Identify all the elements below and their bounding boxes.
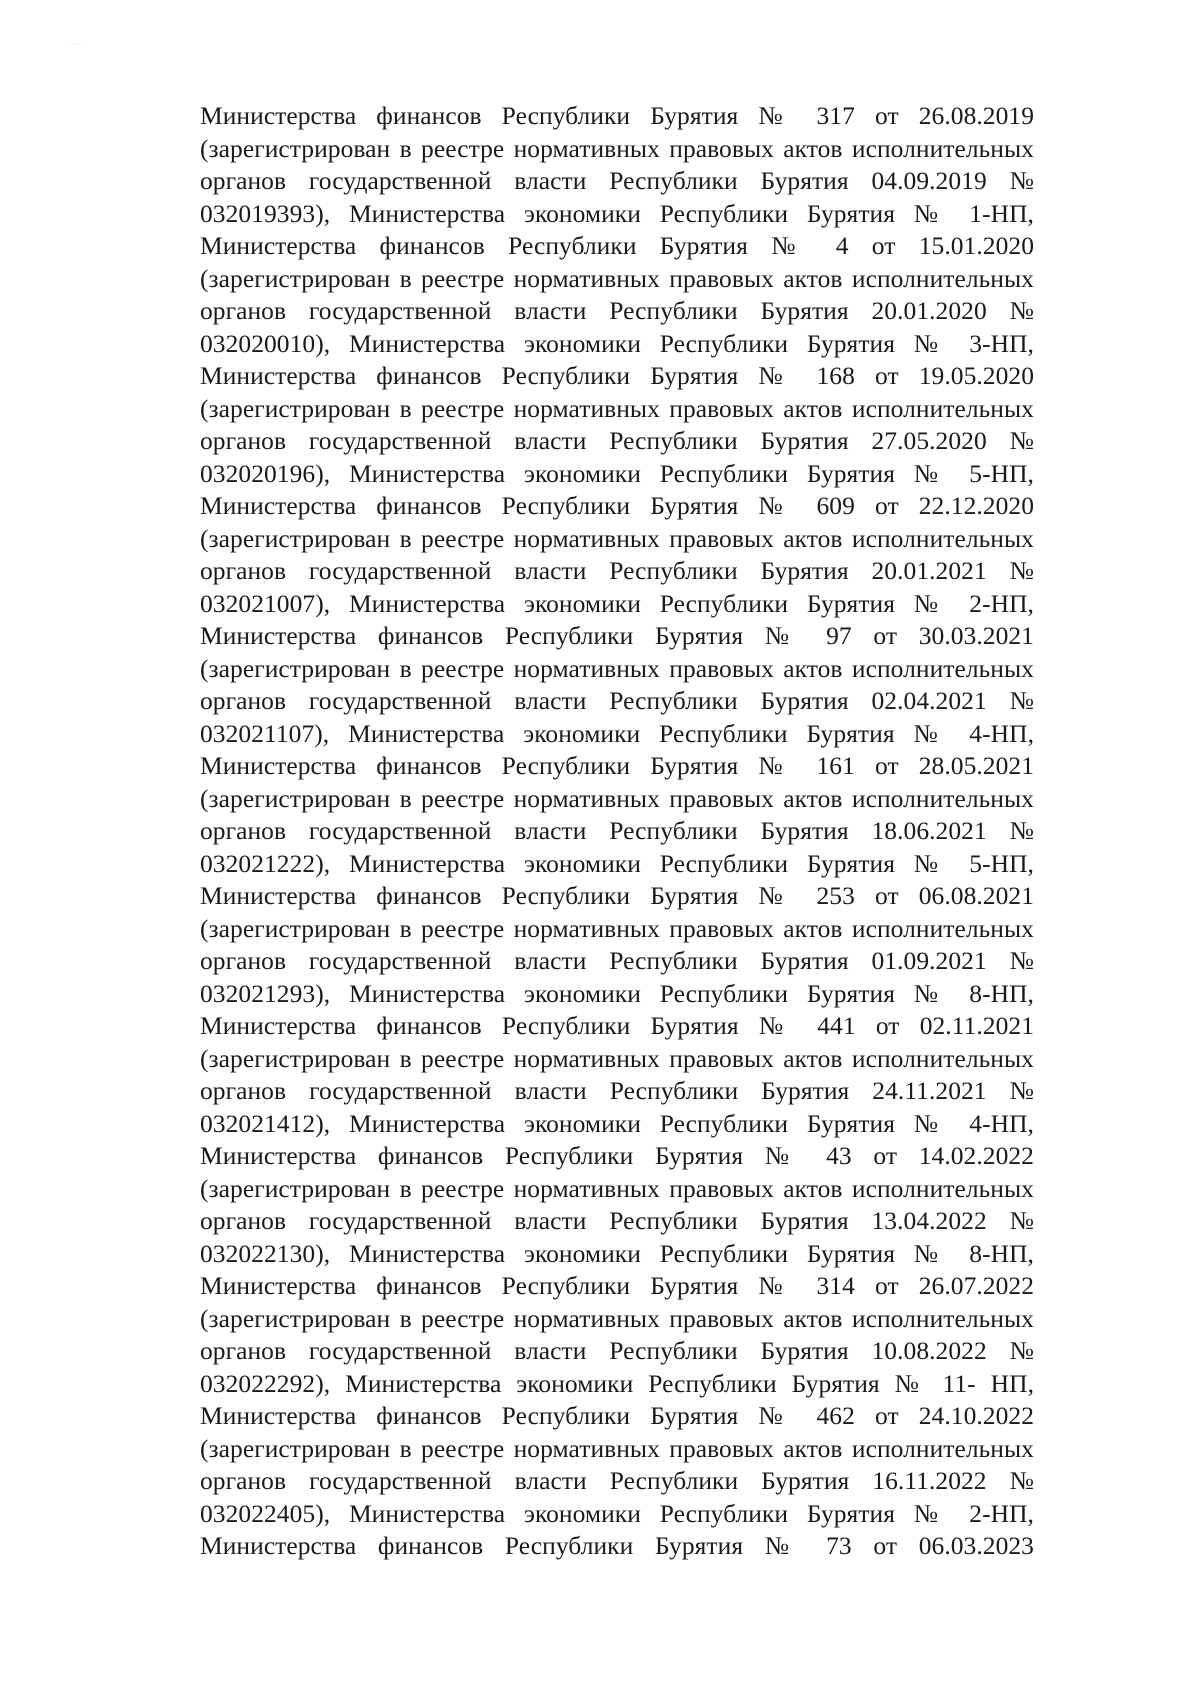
text-line: (зарегистрирован в реестре нормативных правовых актов исполнительных [200,653,1034,683]
text-line: 032022130), Министерства экономики Республики Бурятия № 8-НП, [200,1238,1034,1268]
text-line: Министерства финансов Республики Бурятия № 317 от 26.08.2019 [200,101,1034,130]
text-line: 032021107), Министерства экономики Республики Бурятия № 4-НП, [200,718,1034,748]
text-line: (зарегистрирован в реестре нормативных правовых актов исполнительных [200,393,1034,423]
text-line: 032021222), Министерства экономики Республики Бурятия № 5-НП, [200,848,1034,878]
text-line: Министерства финансов Республики Бурятия № 73 от 06.03.2023 [200,1531,1034,1560]
text-line: (зарегистрирован в реестре нормативных правовых актов исполнительных [200,1433,1034,1463]
text-line: 032020196), Министерства экономики Республики Бурятия № 5-НП, [200,458,1034,488]
text-line: Министерства финансов Республики Бурятия № 97 от 30.03.2021 [200,621,1034,650]
text-line: (зарегистрирован в реестре нормативных правовых актов исполнительных [200,1043,1034,1073]
text-line: органов государственной власти Республики Бурятия 01.09.2021 № [200,946,1034,975]
text-line: Министерства финансов Республики Бурятия № 314 от 26.07.2022 [200,1271,1034,1300]
text-line: Министерства финансов Республики Бурятия № 43 от 14.02.2022 [200,1141,1034,1170]
text-line: 032020010), Министерства экономики Республики Бурятия № 3-НП, [200,328,1034,358]
text-line: органов государственной власти Республики Бурятия 04.09.2019 № [200,166,1034,195]
text-line: органов государственной власти Республики Бурятия 27.05.2020 № [200,426,1034,455]
text-line: (зарегистрирован в реестре нормативных правовых актов исполнительных [200,1173,1034,1203]
text-line: (зарегистрирован в реестре нормативных правовых актов исполнительных [200,263,1034,293]
text-line: Министерства финансов Республики Бурятия № 609 от 22.12.2020 [200,491,1034,520]
text-line: органов государственной власти Республики Бурятия 02.04.2021 № [200,686,1034,715]
text-line: органов государственной власти Республики Бурятия 16.11.2022 № [200,1466,1034,1495]
text-line: органов государственной власти Республики Бурятия 24.11.2021 № [200,1076,1034,1105]
text-line: органов государственной власти Республики Бурятия 20.01.2020 № [200,296,1034,325]
text-line: (зарегистрирован в реестре нормативных правовых актов исполнительных [200,523,1034,553]
text-line: 032021412), Министерства экономики Республики Бурятия № 4-НП, [200,1108,1034,1138]
text-line: Министерства финансов Республики Бурятия № 4 от 15.01.2020 [200,231,1034,260]
text-line: (зарегистрирован в реестре нормативных правовых актов исполнительных [200,133,1034,163]
text-line: (зарегистрирован в реестре нормативных правовых актов исполнительных [200,913,1034,943]
text-line: органов государственной власти Республики Бурятия 10.08.2022 № [200,1336,1034,1365]
text-line: 032022405), Министерства экономики Республики Бурятия № 2-НП, [200,1498,1034,1528]
text-line: Министерства финансов Республики Бурятия № 168 от 19.05.2020 [200,361,1034,390]
text-line: органов государственной власти Республики Бурятия 18.06.2021 № [200,816,1034,845]
body-text [200,100,1034,1563]
text-line: (зарегистрирован в реестре нормативных правовых актов исполнительных [200,1303,1034,1333]
text-line: 032021007), Министерства экономики Республики Бурятия № 2-НП, [200,588,1034,618]
text-line: 032019393), Министерства экономики Республики Бурятия № 1-НП, [200,198,1034,228]
text-line: органов государственной власти Республики Бурятия 20.01.2021 № [200,556,1034,585]
text-line: (зарегистрирован в реестре нормативных правовых актов исполнительных [200,783,1034,813]
text-line: Министерства финансов Республики Бурятия № 253 от 06.08.2021 [200,881,1034,910]
text-line: 032022292), Министерства экономики Республики Бурятия № 11- НП, [200,1368,1034,1398]
text-line: Министерства финансов Республики Бурятия № 161 от 28.05.2021 [200,751,1034,780]
scan-speck [68,44,82,53]
text-line: 032021293), Министерства экономики Республики Бурятия № 8-НП, [200,978,1034,1008]
text-line: органов государственной власти Республики Бурятия 13.04.2022 № [200,1206,1034,1235]
text-line: Министерства финансов Республики Бурятия № 441 от 02.11.2021 [200,1011,1034,1040]
text-line: Министерства финансов Республики Бурятия № 462 от 24.10.2022 [200,1401,1034,1430]
